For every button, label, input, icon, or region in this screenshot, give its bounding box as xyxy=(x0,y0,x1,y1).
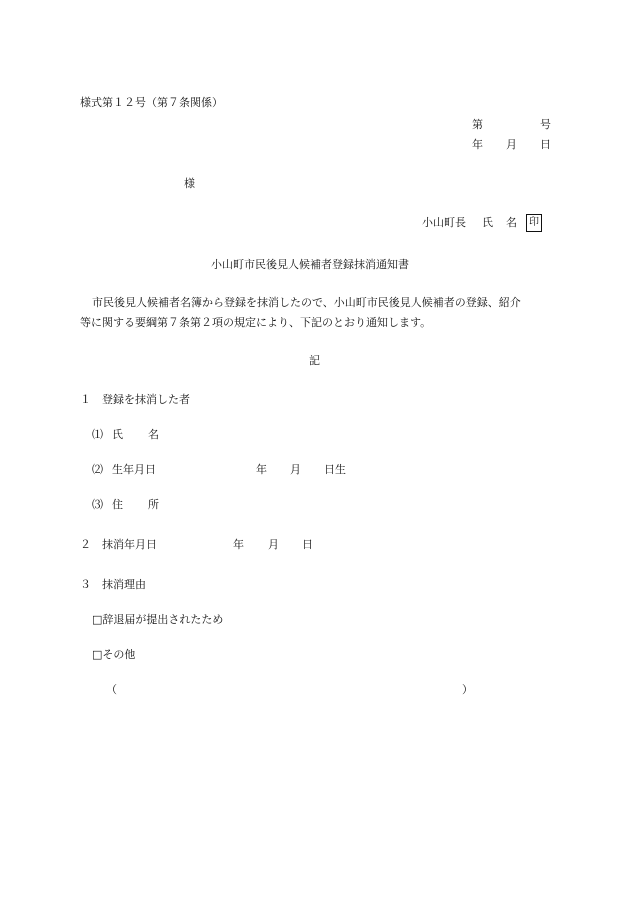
address-label-sho: 所 xyxy=(148,498,159,511)
deletion-month: 月 xyxy=(268,538,279,551)
sender-shi: 氏 xyxy=(482,216,493,229)
deletion-day: 日 xyxy=(302,538,313,551)
other-paren-open: （ xyxy=(106,683,117,696)
name-number: ⑴ xyxy=(92,428,103,441)
address-number: ⑶ xyxy=(92,498,103,511)
issue-year: 年 xyxy=(472,138,483,151)
reason-option-withdrawal: □辞退届が提出されたため xyxy=(92,613,224,626)
birth-number: ⑵ xyxy=(92,463,103,476)
section-3-heading: ３ 抹消理由 xyxy=(80,578,146,591)
body-line-1: 市民後見人候補者名簿から登録を抹消したので、小山町市民後見人候補者の登録、紹介 xyxy=(92,296,521,309)
issue-dai: 第 xyxy=(472,118,483,131)
other-paren-close: ） xyxy=(462,683,473,696)
addressee-suffix: 様 xyxy=(184,177,195,190)
sender-title: 小山町長 xyxy=(422,216,466,229)
issue-go: 号 xyxy=(540,118,551,131)
section-1-heading: １ 登録を抹消した者 xyxy=(80,393,190,406)
birth-label: 生年月日 xyxy=(112,463,156,476)
seal-box: 印 xyxy=(526,214,542,232)
deletion-year: 年 xyxy=(233,538,244,551)
issue-month: 月 xyxy=(506,138,517,151)
document-title: 小山町市民後見人候補者登録抹消通知書 xyxy=(211,258,409,271)
ki-heading: 記 xyxy=(309,354,320,367)
address-label-ju: 住 xyxy=(112,498,123,511)
name-label-shi: 氏 xyxy=(112,428,123,441)
section-2-heading: ２ 抹消年月日 xyxy=(80,538,157,551)
form-number: 様式第１２号（第７条関係） xyxy=(80,96,223,109)
birth-year: 年 xyxy=(256,463,267,476)
birth-month: 月 xyxy=(290,463,301,476)
issue-day: 日 xyxy=(540,138,551,151)
sender-mei: 名 xyxy=(506,216,517,229)
reason-option-other: □その他 xyxy=(92,648,136,661)
birth-day: 日生 xyxy=(324,463,346,476)
name-label-mei: 名 xyxy=(148,428,159,441)
body-line-2: 等に関する要綱第７条第２項の規定により、下記のとおり通知します。 xyxy=(80,316,432,329)
